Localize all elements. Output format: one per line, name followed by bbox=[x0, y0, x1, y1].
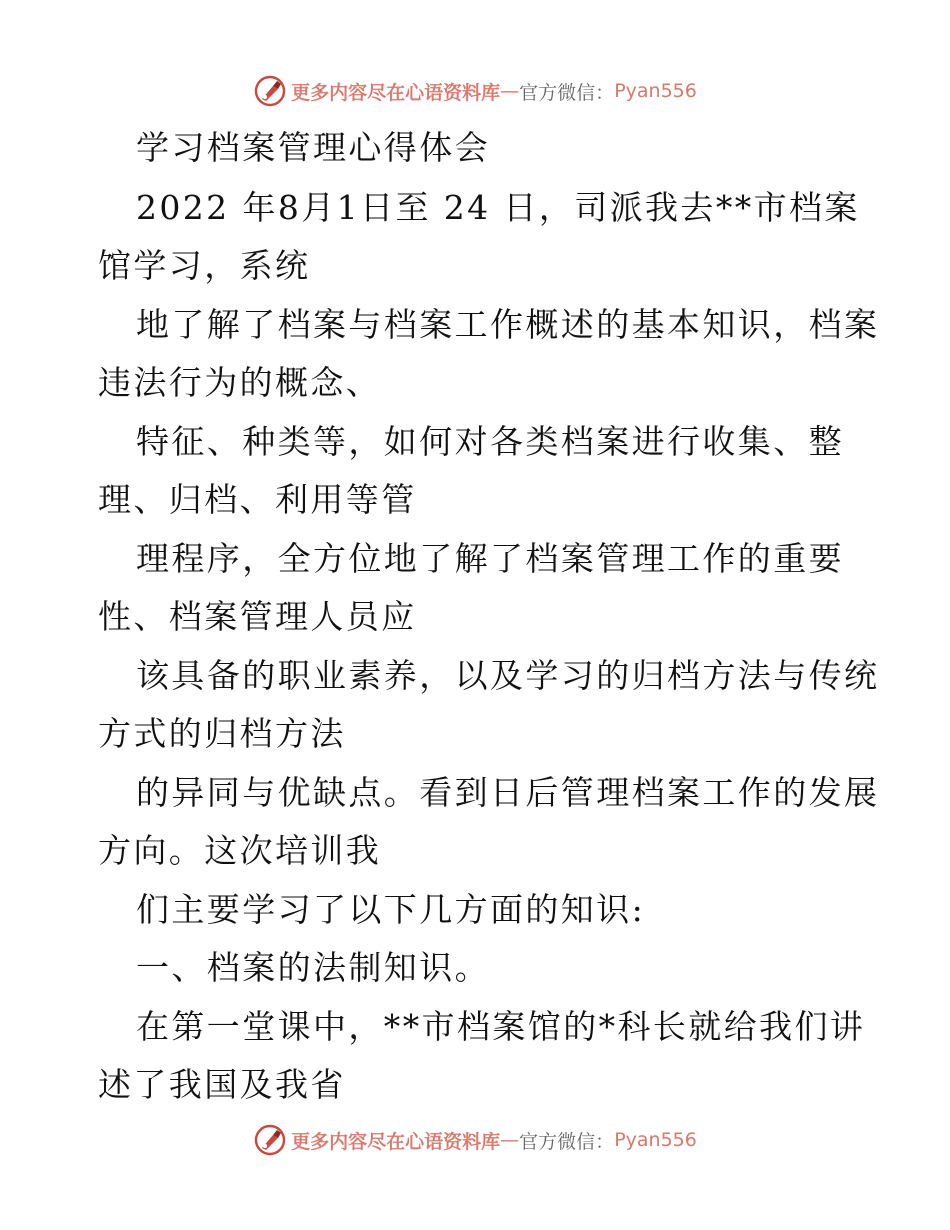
text-line: 们主要学习了以下几方面的知识: bbox=[136, 890, 646, 929]
text-line: 理、归档、利用等管 bbox=[98, 480, 417, 519]
text-line: 述了我国及我省 bbox=[98, 1065, 346, 1104]
banner-wechat-id: Pyan556 bbox=[614, 80, 697, 102]
text-line: 2022 年8月1日至 24 日，司派我去**市档案 bbox=[136, 188, 860, 227]
text-line: 馆学习，系统 bbox=[98, 246, 311, 285]
banner-brand-text: 更多内容尽在心语资料库 bbox=[291, 81, 501, 104]
text-line: 方向。这次培训我 bbox=[98, 831, 382, 870]
banner-wechat-label: 官方微信： bbox=[519, 1130, 615, 1153]
document-title: 学习档案管理心得体会 bbox=[136, 128, 490, 167]
text-line: 地了解了档案与档案工作概述的基本知识，档案 bbox=[136, 305, 880, 344]
text-line: 的异同与优缺点。看到日后管理档案工作的发展 bbox=[136, 773, 880, 812]
text-line: 理程序，全方位地了解了档案管理工作的重要 bbox=[136, 539, 844, 578]
pen-nib-logo-icon bbox=[253, 1123, 287, 1157]
banner-dash: — bbox=[500, 80, 520, 102]
header-banner bbox=[0, 71, 950, 111]
banner-dash: — bbox=[500, 1129, 520, 1151]
text-line: 该具备的职业素养，以及学习的归档方法与传统 bbox=[136, 656, 880, 695]
section-heading: 一、档案的法制知识。 bbox=[136, 948, 490, 987]
text-line: 性、档案管理人员应 bbox=[98, 597, 417, 636]
footer-banner bbox=[0, 1120, 950, 1160]
banner-wechat-label: 官方微信： bbox=[519, 81, 615, 104]
banner-wechat-id: Pyan556 bbox=[614, 1129, 697, 1151]
text-line: 特征、种类等，如何对各类档案进行收集、整 bbox=[136, 422, 844, 461]
text-line: 方式的归档方法 bbox=[98, 714, 346, 753]
pen-nib-logo-icon bbox=[253, 74, 287, 108]
text-line: 在第一堂课中，**市档案馆的*科长就给我们讲 bbox=[136, 1007, 866, 1046]
banner-brand-text: 更多内容尽在心语资料库 bbox=[291, 1130, 501, 1153]
text-line: 违法行为的概念、 bbox=[98, 363, 382, 402]
